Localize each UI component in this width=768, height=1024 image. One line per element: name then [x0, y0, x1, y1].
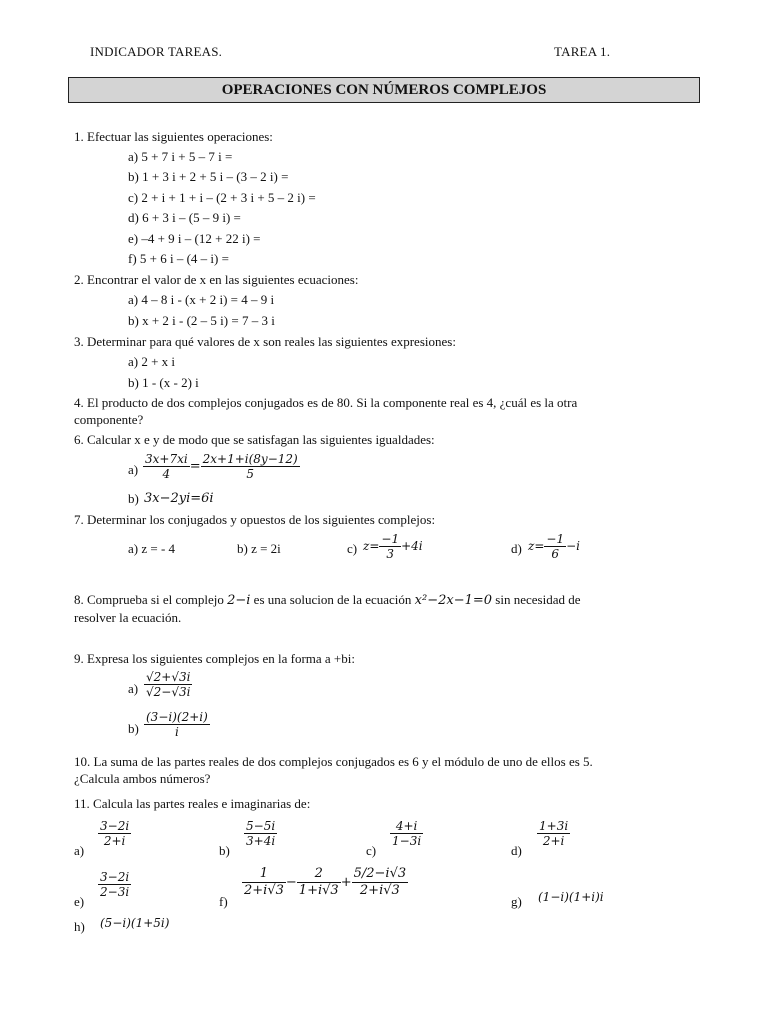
- q10-line1: 10. La suma de las partes reales de dos complejos conjugados es 6 y el módulo de uno de ellos es 5.: [74, 754, 593, 769]
- q6-a-lhs-num: 3x+7xi: [145, 452, 188, 466]
- q1-prompt: 1. Efectuar las siguientes operaciones:: [74, 129, 273, 144]
- q7-c-den: 3: [386, 547, 395, 561]
- q11-a-num: 3−2i: [100, 819, 130, 833]
- q2-item-b: b) x + 2 i - (2 – 5 i) = 7 – 3 i: [128, 313, 275, 328]
- q1-item-b: b) 1 + 3 i + 2 + 5 i – (3 – 2 i) =: [128, 169, 289, 184]
- q11-e-den: 2−3i: [100, 885, 130, 899]
- q11-d-den: 2+i: [542, 834, 565, 848]
- q7-c-post: +4i: [401, 539, 423, 553]
- q11-c-expr: [390, 819, 423, 848]
- q6-b-expr: 3x−2yi=6i: [144, 491, 214, 506]
- q11-d-label: d): [511, 843, 522, 858]
- q9-b-expr: [144, 710, 210, 739]
- q11-e-num: 3−2i: [100, 870, 130, 884]
- q10-line2: ¿Calcula ambos números?: [74, 771, 211, 786]
- q2-item-a: a) 4 – 8 i - (x + 2 i) = 4 – 9 i: [128, 292, 275, 307]
- q8-line2: resolver la ecuación.: [74, 610, 182, 625]
- q11-f-frac3: [352, 866, 409, 899]
- q7-d-post: −i: [566, 539, 580, 553]
- q11-f-expr: [242, 866, 408, 899]
- q1-item-c: c) 2 + i + 1 + i – (2 + 3 i + 5 – 2 i) =: [128, 190, 316, 205]
- q9-b-fraction: [144, 710, 210, 739]
- q9-prompt: 9. Expresa los siguientes complejos en la forma a +bi:: [74, 651, 355, 666]
- q7-c-num: −1: [381, 532, 400, 546]
- q7-d-pre: z=: [528, 539, 545, 553]
- q7-d-den: 6: [551, 547, 560, 561]
- q11-a-label: a): [74, 843, 85, 858]
- q11-f-d1: 2+i√3: [244, 883, 284, 898]
- q8-part1: 8. Comprueba si el complejo: [74, 592, 224, 607]
- q8-part2: es una solucion de la ecuación: [253, 592, 412, 607]
- q7-c-label: c): [347, 541, 358, 556]
- q11-f-minus: −: [285, 875, 297, 890]
- q11-f-n2: 2: [297, 866, 341, 883]
- q9-b-num: (3−i)(2+i): [146, 710, 208, 724]
- q9-a-num: √2+√3i: [146, 670, 191, 684]
- q7-c-fraction: [379, 532, 401, 561]
- q6-a-eq: =: [189, 459, 201, 475]
- q11-f-label: f): [219, 894, 228, 909]
- q11-f-frac1: [242, 866, 286, 899]
- q7-b: b) z = 2i: [237, 541, 281, 556]
- q6-a-label: a): [128, 462, 139, 477]
- q4-line1: 4. El producto de dos complejos conjugados es de 80. Si la componente real es 4, ¿cuál es la otra: [74, 395, 578, 410]
- q11-f-frac2: [297, 866, 341, 899]
- q11-b-label: b): [219, 843, 230, 858]
- q11-e-expr: [98, 870, 131, 899]
- q9-b-label: b): [128, 721, 139, 736]
- q11-e-fraction: [98, 870, 131, 899]
- q7-c-pre: z=: [363, 539, 380, 553]
- q1-item-e: e) –4 + 9 i – (12 + 22 i) =: [128, 231, 261, 246]
- q9-a-den: √2−√3i: [146, 685, 191, 699]
- q7-c-expr: [363, 532, 423, 561]
- q3-prompt: 3. Determinar para qué valores de x son reales las siguientes expresiones:: [74, 334, 456, 349]
- q11-d-expr: [537, 819, 570, 848]
- q1-item-a: a) 5 + 7 i + 5 – 7 i =: [128, 149, 233, 164]
- q6-a-rhs-num: 2x+1+i(8y−12): [202, 452, 298, 466]
- q11-b-expr: [244, 819, 277, 848]
- q7-d-label: d): [511, 541, 522, 556]
- q11-c-label: c): [366, 843, 377, 858]
- q11-a-expr: [98, 819, 131, 848]
- q11-a-den: 2+i: [103, 834, 126, 848]
- q6-a-lhs-den: 4: [162, 467, 171, 481]
- q11-h-expr: (5−i)(1+5i): [100, 916, 170, 930]
- q8-z: 2−i: [227, 593, 251, 608]
- q9-a-fraction: [144, 670, 192, 699]
- header-left: INDICADOR TAREAS.: [90, 44, 223, 59]
- q9-b-den: i: [174, 725, 179, 739]
- q11-b-fraction: [244, 819, 277, 848]
- q11-f-d2: 1+i√3: [298, 883, 339, 898]
- q1-item-d: d) 6 + 3 i – (5 – 9 i) =: [128, 210, 241, 225]
- q11-c-fraction: [390, 819, 423, 848]
- q7-d-expr: [528, 532, 580, 561]
- q6-b-label: b): [128, 491, 139, 506]
- q11-b-den: 3+4i: [246, 834, 276, 848]
- q11-f-n1: 1: [242, 866, 286, 883]
- q2-prompt: 2. Encontrar el valor de x en las siguientes ecuaciones:: [74, 272, 359, 287]
- q11-f-d3: 2+i√3: [359, 883, 400, 898]
- q6-a-lhs-fraction: [143, 452, 190, 481]
- q11-g-label: g): [511, 894, 522, 909]
- q7-a: a) z = - 4: [128, 541, 176, 556]
- q7-d-num: −1: [546, 532, 565, 546]
- q3-item-b: b) 1 - (x - 2) i: [128, 375, 199, 390]
- q8-line1: [74, 592, 581, 609]
- q6-a-equation: [143, 452, 300, 481]
- q11-prompt: 11. Calcula las partes reales e imaginarias de:: [74, 796, 311, 811]
- q11-d-num: 1+3i: [539, 819, 569, 833]
- q11-f-plus: +: [340, 875, 352, 890]
- q11-e-label: e): [74, 894, 85, 909]
- q11-h-label: h): [74, 919, 85, 934]
- q9-a-label: a): [128, 681, 139, 696]
- header-right: TAREA 1.: [554, 44, 611, 59]
- q6-a-rhs-den: 5: [246, 467, 254, 481]
- q11-c-num: 4+i: [390, 819, 423, 834]
- q7-prompt: 7. Determinar los conjugados y opuestos de los siguientes complejos:: [74, 512, 436, 527]
- page-title: OPERACIONES CON NÚMEROS COMPLEJOS: [68, 77, 700, 103]
- q11-g-expr: (1−i)(1+i)i: [538, 890, 604, 904]
- q9-a-expr: [144, 670, 192, 699]
- q1-item-f: f) 5 + 6 i – (4 – i) =: [128, 251, 229, 266]
- q11-a-fraction: [98, 819, 131, 848]
- q4-line2: componente?: [74, 412, 144, 427]
- q8-eq: x²−2x−1=0: [414, 593, 493, 608]
- q7-d-fraction: [544, 532, 566, 561]
- q11-c-den: 1−3i: [392, 834, 422, 848]
- q11-d-fraction: [537, 819, 570, 848]
- q8-part3: sin necesidad de: [495, 592, 581, 607]
- q11-b-num: 5−5i: [246, 819, 276, 833]
- q3-item-a: a) 2 + x i: [128, 354, 176, 369]
- q6-prompt: 6. Calcular x e y de modo que se satisfagan las siguientes igualdades:: [74, 432, 435, 447]
- q11-f-n3: 5/2−i√3: [353, 866, 407, 881]
- q6-a-rhs-fraction: [201, 452, 300, 481]
